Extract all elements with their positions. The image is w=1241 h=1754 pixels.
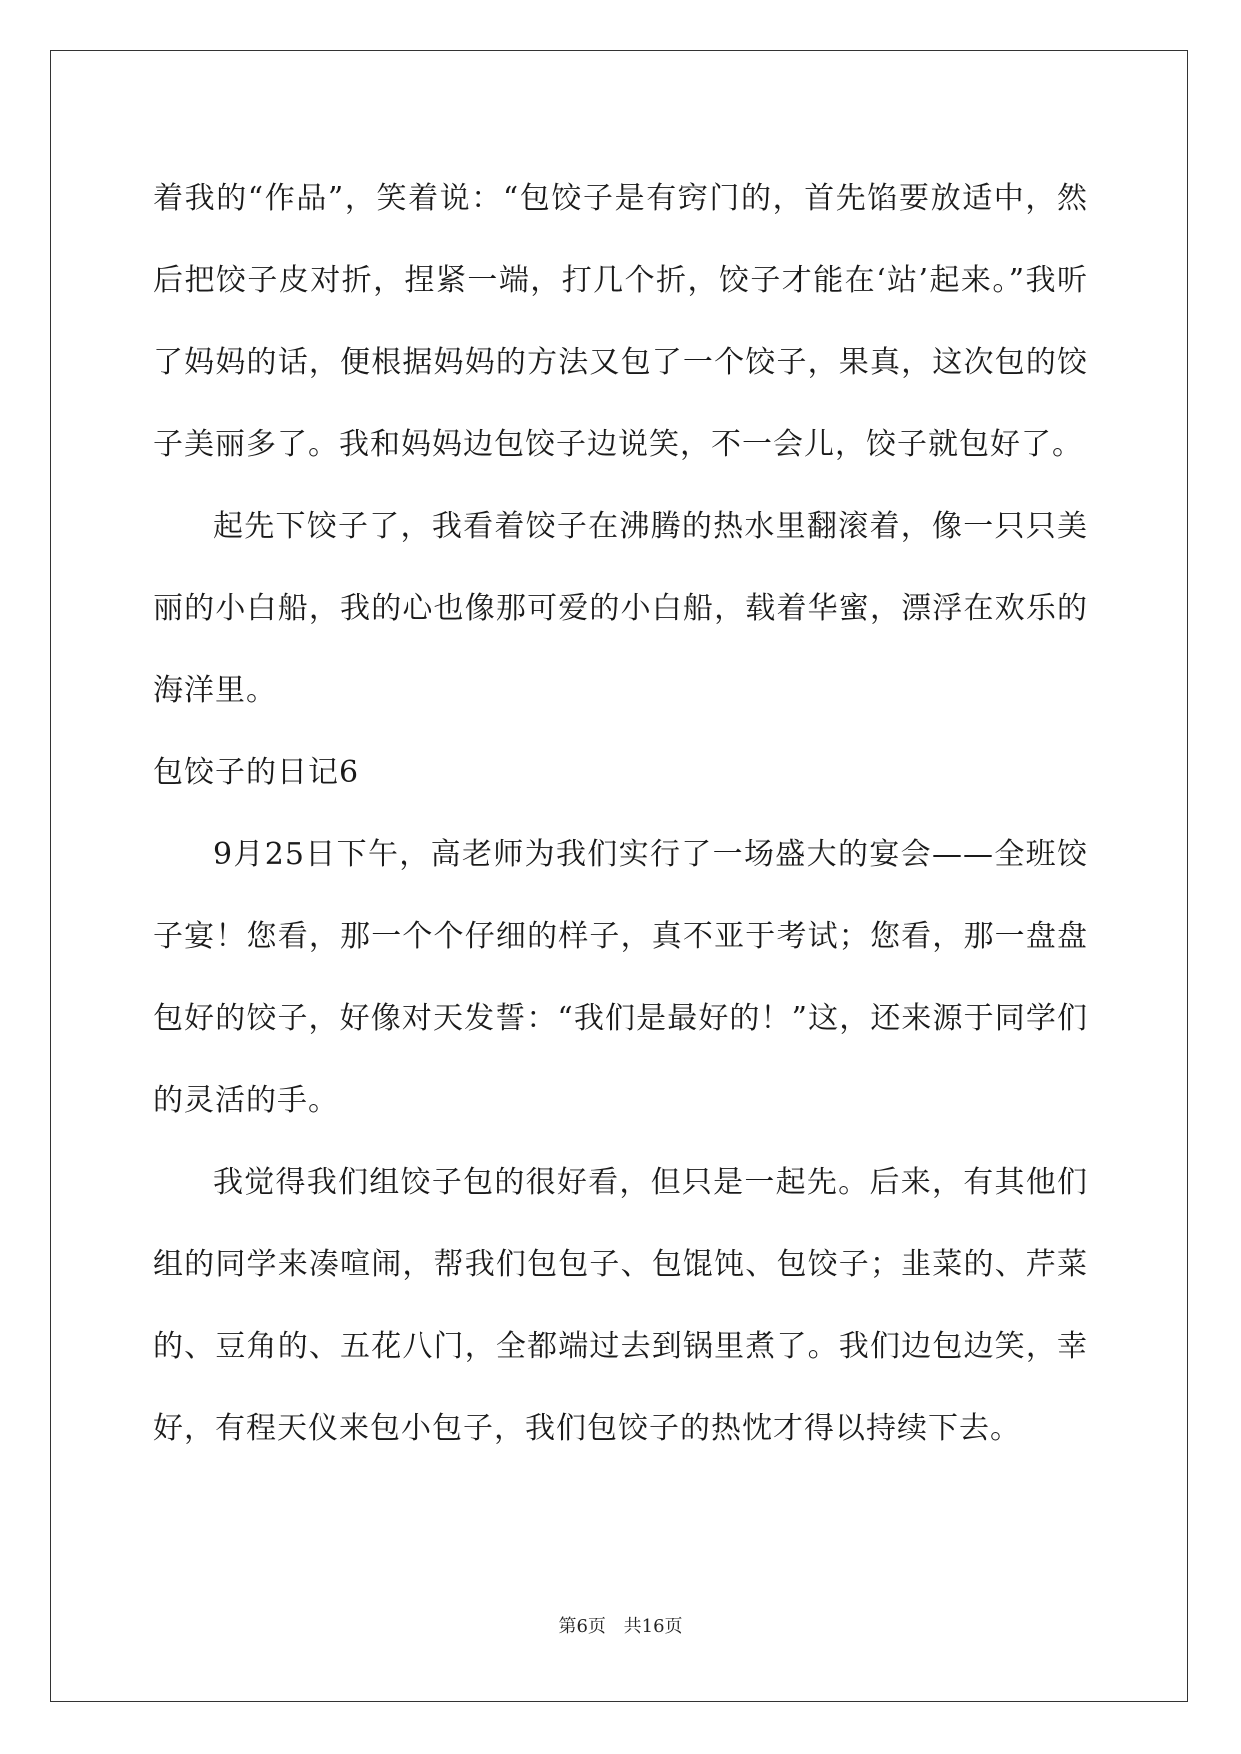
paragraph-boiling-dumplings: 起先下饺子了，我看着饺子在沸腾的热水里翻滚着，像一只只美丽的小白船，我的心也像那可爱的小白船，载着华蜜，漂浮在欢乐的海洋里。 (153, 509, 1088, 708)
paragraph-group-dumplings: 我觉得我们组饺子包的很好看，但只是一起先。后来，有其他们组的同学来凑喧闹，帮我们包包子、包馄饨、包饺子；韭菜的、芹菜的、豆角的、五花八门，全都端过去到锅里煮了。我们边包边笑，幸好，有程天仪来包小包子，我们包饺子的热忱才得以持续下去。 (153, 1165, 1088, 1446)
page-total: 共16页 (623, 1616, 683, 1637)
paragraph-continued: 着我的“作品”，笑着说：“包饺子是有窍门的，首先馅要放适中，然后把饺子皮对折，捏紧一端，打几个折，饺子才能在‘站’起来。”我听了妈妈的话，便根据妈妈的方法又包了一个饺子，果真，这次包的饺子美丽多了。我和妈妈边包饺子边说笑，不一会儿，饺子就包好了。 (153, 181, 1088, 462)
section-heading: 包饺子的日记6 (153, 755, 360, 790)
document-body (153, 158, 1088, 1470)
paragraph-dumpling-feast: 9月25日下午，高老师为我们实行了一场盛大的宴会——全班饺子宴！您看，那一个个仔细的样子，真不亚于考试；您看，那一盘盘包好的饺子，好像对天发誓：“我们是最好的！”这，还来源于同学们的灵活的手。 (153, 837, 1088, 1118)
page-footer (0, 1612, 1241, 1638)
page-number: 第6页 (558, 1616, 606, 1637)
